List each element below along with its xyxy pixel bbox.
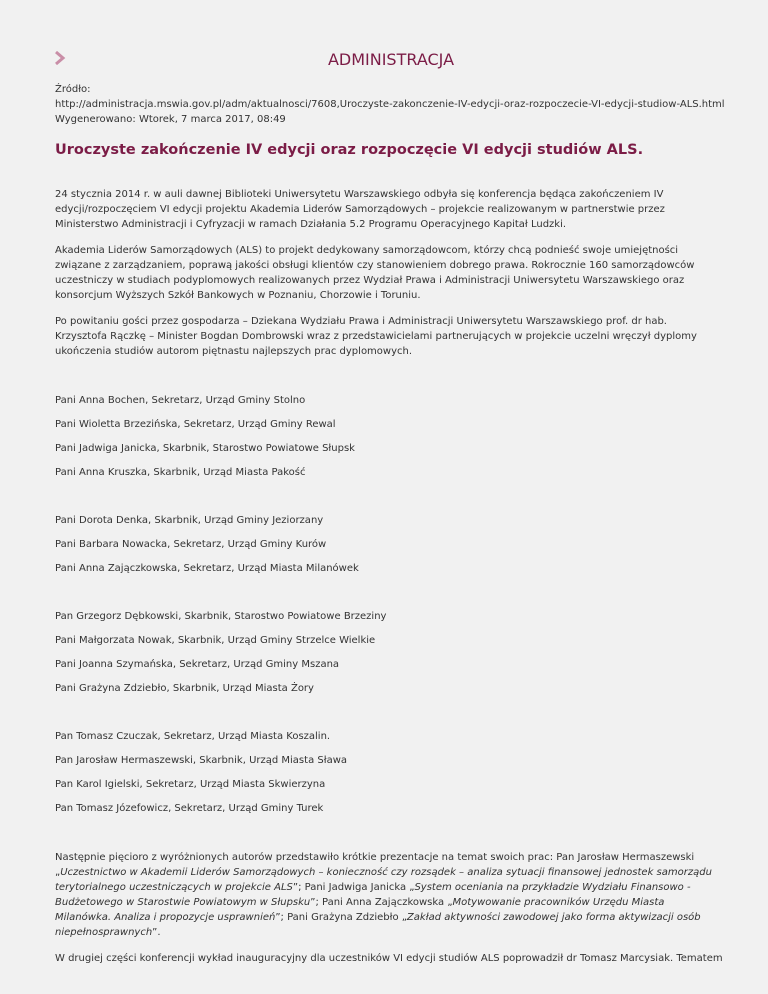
generated-date: Wygenerowano: Wtorek, 7 marca 2017, 08:49 — [55, 114, 286, 125]
list-item: Pani Anna Bochen, Sekretarz, Urząd Gminy Stolno — [55, 395, 306, 406]
list-item: Pani Dorota Denka, Skarbnik, Urząd Gminy Jeziorzany — [55, 515, 324, 526]
presentation-title: Zakład aktywności zawodowej jako forma aktywizacji osób niepełnosprawnych — [55, 912, 701, 938]
presentations-separator: ”; Pani Jadwiga Janicka „ — [292, 882, 415, 893]
list-item: Pan Grzegorz Dębkowski, Skarbnik, Starostwo Powiatowe Brzeziny — [55, 611, 387, 622]
source-meta — [55, 82, 725, 127]
paragraph-diplomas: Po powitaniu gości przez gospodarza – Dziekana Wydziału Prawa i Administracji Uniwersytetu Warszawskiego prof. dr hab. Krzysztofa Rączkę – Minister Bogdan Dombrowski wraz z przedstawicielami partnerujących w projekcie uczelni wręczył dyplomy ukończenia studiów autorom piętnastu najlepszych prac dyplomowych. — [55, 316, 697, 357]
paragraph-presentations — [55, 850, 715, 940]
paragraph-lecture: W drugiej części konferencji wykład inauguracyjny dla uczestników VI edycji studiów ALS poprowadził dr Tomasz Marcysiak. Tematem — [55, 953, 723, 964]
list-item: Pani Grażyna Zdziebło, Skarbnik, Urząd Miasta Żory — [55, 683, 314, 694]
section-header — [0, 48, 768, 74]
presentations-intro: Następnie pięcioro z wyróżnionych autorów przedstawiło krótkie prezentacje na temat swoich prac: Pan Jarosław Hermaszewski „ — [55, 852, 695, 878]
graduates-list — [55, 393, 715, 816]
list-item: Pan Tomasz Czuczak, Sekretarz, Urząd Miasta Koszalin. — [55, 731, 331, 742]
article-title: Uroczyste zakończenie IV edycji oraz rozpoczęcie VI edycji studiów ALS. — [55, 142, 644, 158]
presentations-end: ”. — [152, 927, 161, 938]
section-title: ADMINISTRACJA — [327, 50, 455, 69]
list-item: Pani Anna Zajączkowska, Sekretarz, Urząd Miasta Milanówek — [55, 563, 359, 574]
list-item: Pani Wioletta Brzezińska, Sekretarz, Urząd Gminy Rewal — [55, 419, 336, 430]
presentation-title: Uczestnictwo w Akademii Liderów Samorządowych – konieczność czy rozsądek – analiza sytuacji finansowej jednostek samorządu terytorialnego uczestniczących w projekcie ALS — [55, 867, 712, 893]
article — [55, 82, 725, 966]
presentation-title: Motywowanie pracowników Urzędu Miasta Milanówka. Analiza i propozycje usprawnień — [55, 897, 665, 923]
presentation-title: System oceniania na przykładzie Wydziału Finansowo - Budżetowego w Starostwie Powiatowym w Słupsku — [55, 882, 691, 908]
list-item: Pani Anna Kruszka, Skarbnik, Urząd Miasta Pakość — [55, 467, 306, 478]
paragraph-intro: 24 stycznia 2014 r. w auli dawnej Biblioteki Uniwersytetu Warszawskiego odbyła się konferencja będąca zakończeniem IV edycji/rozpoczęciem VI edycji projektu Akademia Liderów Samorządowych – projekcie realizowanym w partnerstwie przez Ministerstwo Administracji i Cyfryzacji w ramach Działania 5.2 Programu Operacyjnego Kapitał Ludzki. — [55, 189, 665, 230]
source-url: http://administracja.mswia.gov.pl/adm/aktualnosci/7608,Uroczyste-zakonczenie-IV-edycji-oraz-rozpoczecie-VI-edycji-studiow-ALS.html — [55, 99, 725, 110]
list-item: Pani Małgorzata Nowak, Skarbnik, Urząd Gminy Strzelce Wielkie — [55, 635, 376, 646]
list-item: Pan Tomasz Józefowicz, Sekretarz, Urząd Gminy Turek — [55, 803, 324, 814]
presentations-separator: ”; Pani Anna Zajączkowska „ — [310, 897, 453, 908]
list-item: Pani Joanna Szymańska, Sekretarz, Urząd Gminy Mszana — [55, 659, 340, 670]
list-item: Pan Karol Igielski, Sekretarz, Urząd Miasta Skwierzyna — [55, 779, 326, 790]
source-label: Źródło: — [55, 84, 91, 95]
list-item: Pani Jadwiga Janicka, Skarbnik, Starostwo Powiatowe Słupsk — [55, 443, 355, 454]
paragraph-about-als: Akademia Liderów Samorządowych (ALS) to projekt dedykowany samorządowcom, którzy chcą podnieść swoje umiejętności związane z zarządzaniem, poprawą jakości obsługi klientów czy stanowieniem dobrego prawa. Rokrocznie 160 samorządowców uczestniczy w studiach podyplomowych realizowanych przez Wydział Prawa i Administracji Uniwersytetu Warszawskiego oraz konsorcjum Wyższych Szkół Bankowych w Poznaniu, Chorzowie i Toruniu. — [55, 245, 695, 301]
list-item: Pani Barbara Nowacka, Sekretarz, Urząd Gminy Kurów — [55, 539, 327, 550]
list-item: Pan Jarosław Hermaszewski, Skarbnik, Urząd Miasta Sława — [55, 755, 347, 766]
presentations-separator: ”; Pani Grażyna Zdziebło „ — [275, 912, 407, 923]
